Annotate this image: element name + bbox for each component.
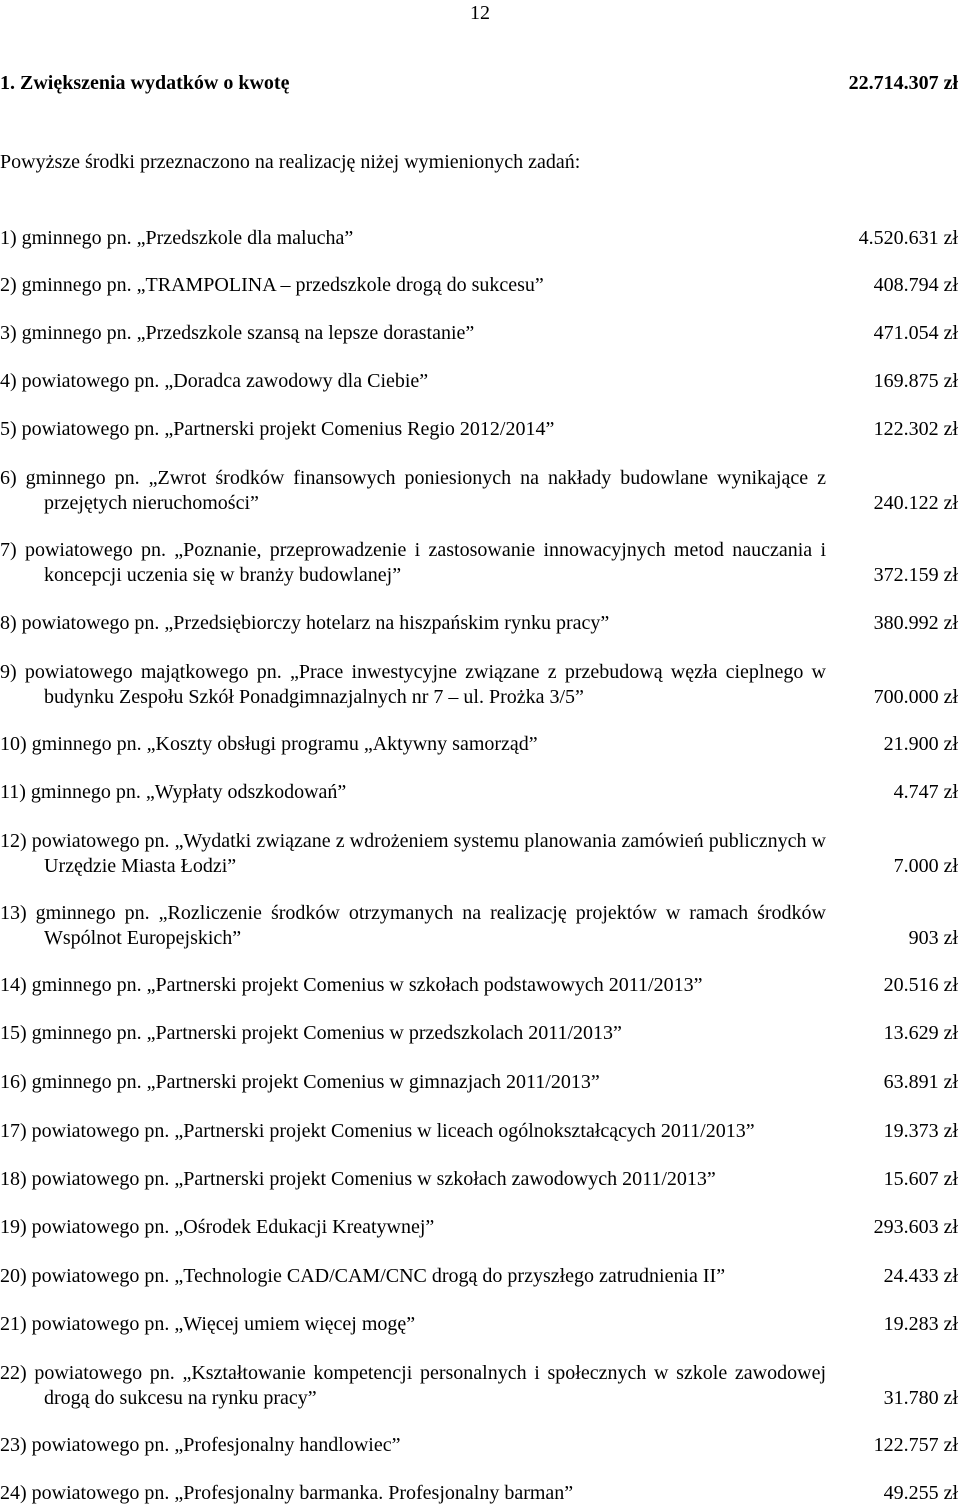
section-heading-title: 1. Zwiększenia wydatków o kwotę — [0, 72, 290, 94]
list-item — [0, 1215, 958, 1240]
list-item — [0, 1312, 958, 1337]
list-item — [0, 1361, 958, 1411]
item-description: 8) powiatowego pn. „Przedsiębiorczy hotelarz na hiszpańskim rynku pracy” — [0, 612, 610, 634]
item-amount: 700.000 zł — [873, 686, 958, 708]
item-description: 5) powiatowego pn. „Partnerski projekt Comenius Regio 2012/2014” — [0, 418, 555, 440]
list-item — [0, 1433, 958, 1458]
item-description: 22) powiatowego pn. „Kształtowanie kompetencji personalnych i społecznych w szkole zawodowej drogą do sukcesu na rynku pracy” — [0, 1362, 826, 1409]
list-item — [0, 1119, 958, 1144]
item-amount: 24.433 zł — [883, 1265, 958, 1287]
item-description: 23) powiatowego pn. „Profesjonalny handlowiec” — [0, 1434, 401, 1456]
list-item — [0, 538, 958, 588]
item-description: 19) powiatowego pn. „Ośrodek Edukacji Kreatywnej” — [0, 1216, 435, 1238]
item-amount: 4.520.631 zł — [858, 227, 958, 249]
item-amount: 7.000 zł — [893, 855, 958, 877]
list-item — [0, 732, 958, 757]
item-description: 12) powiatowego pn. „Wydatki związane z wdrożeniem systemu planowania zamówień publicznych w Urzędzie Miasta Łodzi” — [0, 830, 826, 877]
list-item — [0, 780, 958, 805]
item-description: 2) gminnego pn. „TRAMPOLINA – przedszkole drogą do sukcesu” — [0, 274, 544, 296]
item-amount: 380.992 zł — [873, 612, 958, 634]
item-description: 9) powiatowego majątkowego pn. „Prace inwestycyjne związane z przebudową węzła cieplnego w budynku Zespołu Szkół Ponadgimnazjalnych nr 7 – ul. Prożka 3/5” — [0, 661, 826, 708]
item-amount: 21.900 zł — [883, 733, 958, 755]
item-amount: 19.373 zł — [883, 1120, 958, 1142]
item-description: 13) gminnego pn. „Rozliczenie środków otrzymanych na realizację projektów w ramach środków Wspólnot Europejskich” — [0, 902, 826, 949]
item-description: 6) gminnego pn. „Zwrot środków finansowych poniesionych na nakłady budowlane wynikające z przejętych nieruchomości” — [0, 467, 826, 514]
item-amount: 169.875 zł — [873, 370, 958, 392]
item-amount: 49.255 zł — [883, 1482, 958, 1504]
item-description: 11) gminnego pn. „Wypłaty odszkodowań” — [0, 781, 347, 803]
list-item — [0, 660, 958, 710]
item-description: 20) powiatowego pn. „Technologie CAD/CAM/CNC drogą do przyszłego zatrudnienia II” — [0, 1265, 726, 1287]
list-item — [0, 1481, 958, 1506]
item-description: 1) gminnego pn. „Przedszkole dla malucha” — [0, 227, 354, 249]
item-description: 7) powiatowego pn. „Poznanie, przeprowadzenie i zastosowanie innowacyjnych metod nauczania i koncepcji uczenia się w branży budowlanej” — [0, 539, 826, 586]
item-amount: 408.794 zł — [873, 274, 958, 296]
item-description: 14) gminnego pn. „Partnerski projekt Comenius w szkołach podstawowych 2011/2013” — [0, 974, 703, 996]
item-description: 21) powiatowego pn. „Więcej umiem więcej mogę” — [0, 1313, 416, 1335]
item-amount: 293.603 zł — [873, 1216, 958, 1238]
list-item — [0, 466, 958, 516]
list-item — [0, 1264, 958, 1289]
item-amount: 903 zł — [908, 927, 958, 949]
item-amount: 372.159 zł — [873, 564, 958, 586]
item-description: 4) powiatowego pn. „Doradca zawodowy dla Ciebie” — [0, 370, 429, 392]
item-description: 3) gminnego pn. „Przedszkole szansą na lepsze dorastanie” — [0, 322, 475, 344]
item-description: 15) gminnego pn. „Partnerski projekt Comenius w przedszkolach 2011/2013” — [0, 1022, 622, 1044]
item-description: 10) gminnego pn. „Koszty obsługi programu „Aktywny samorząd” — [0, 733, 538, 755]
item-amount: 15.607 zł — [883, 1168, 958, 1190]
section-heading-amount: 22.714.307 zł — [848, 72, 958, 94]
item-amount: 122.757 zł — [873, 1434, 958, 1456]
item-amount: 20.516 zł — [883, 974, 958, 996]
list-item — [0, 829, 958, 879]
list-item — [0, 417, 958, 442]
section-heading — [0, 72, 958, 95]
item-description: 24) powiatowego pn. „Profesjonalny barmanka. Profesjonalny barman” — [0, 1482, 574, 1504]
intro-text: Powyższe środki przeznaczono na realizację niżej wymienionych zadań: — [0, 151, 581, 173]
item-amount: 31.780 zł — [883, 1387, 958, 1409]
item-amount: 19.283 zł — [883, 1313, 958, 1335]
list-item — [0, 369, 958, 394]
item-amount: 4.747 zł — [893, 781, 958, 803]
list-item — [0, 273, 958, 298]
list-item — [0, 226, 958, 251]
list-item — [0, 1021, 958, 1046]
list-item — [0, 321, 958, 346]
item-amount: 13.629 zł — [883, 1022, 958, 1044]
item-amount: 122.302 zł — [873, 418, 958, 440]
list-item — [0, 1167, 958, 1192]
item-description: 16) gminnego pn. „Partnerski projekt Comenius w gimnazjach 2011/2013” — [0, 1071, 600, 1093]
list-item — [0, 973, 958, 998]
item-description: 18) powiatowego pn. „Partnerski projekt Comenius w szkołach zawodowych 2011/2013” — [0, 1168, 716, 1190]
page-number: 12 — [470, 2, 490, 24]
item-amount: 471.054 zł — [873, 322, 958, 344]
item-description: 17) powiatowego pn. „Partnerski projekt Comenius w liceach ogólnokształcących 2011/2013” — [0, 1120, 755, 1142]
list-item — [0, 611, 958, 636]
item-amount: 240.122 zł — [873, 492, 958, 514]
item-amount: 63.891 zł — [883, 1071, 958, 1093]
list-item — [0, 901, 958, 951]
list-item — [0, 1070, 958, 1095]
